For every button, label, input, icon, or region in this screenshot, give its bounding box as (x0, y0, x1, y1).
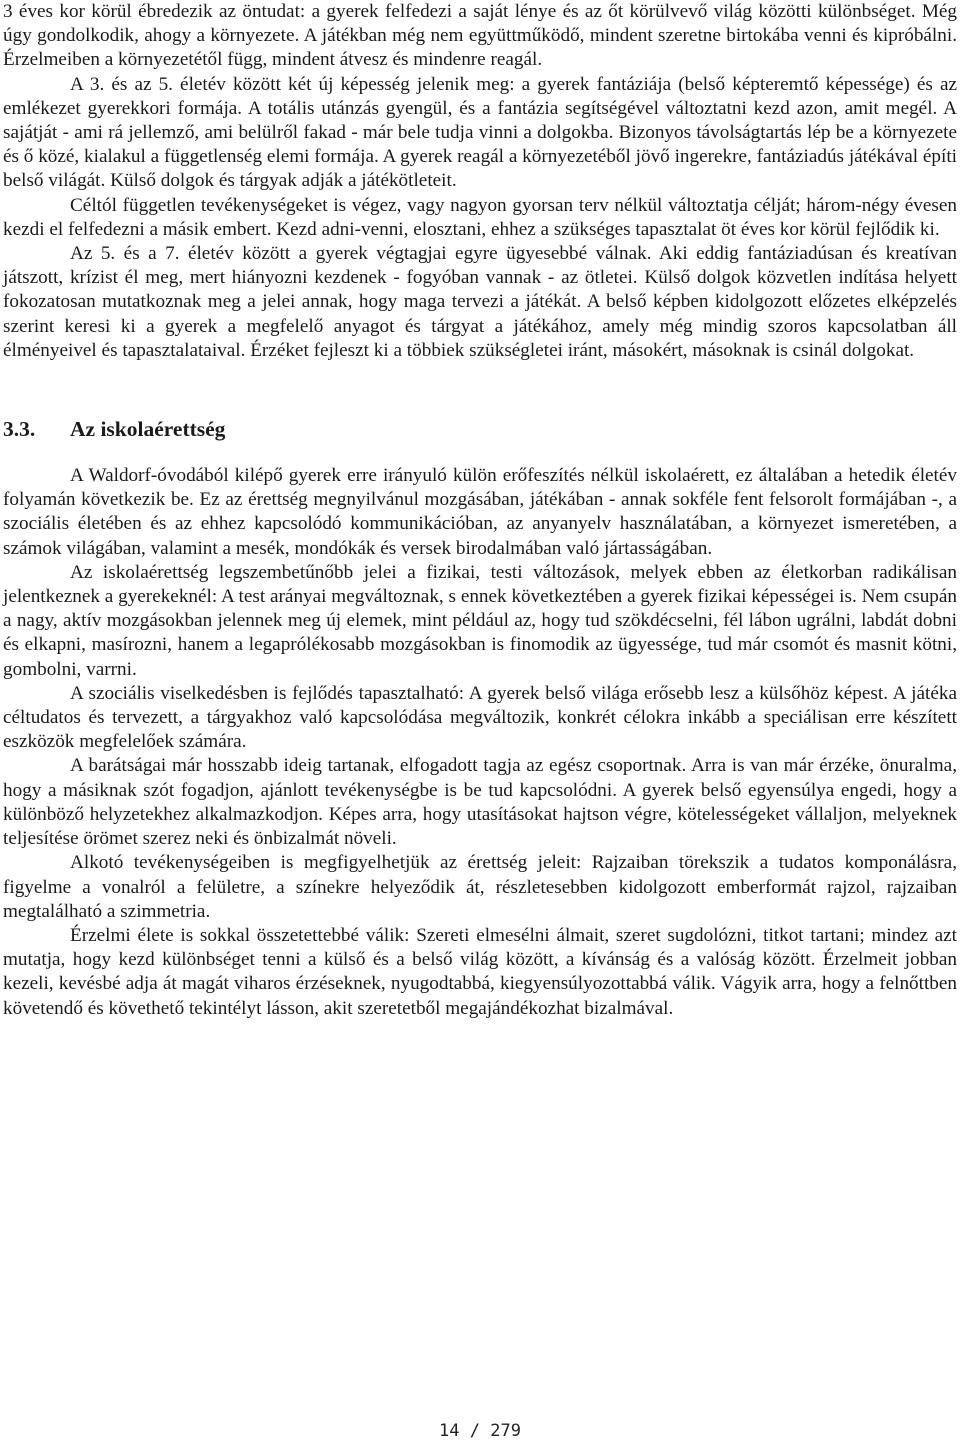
section-title: Az iskolaérettség (70, 416, 226, 441)
paragraph-emotional-life: Érzelmi élete is sokkal összetettebbé válik: Szereti elmesélni álmait, szeret sugdolózni, titkot tartani; mindez azt mutatja, hogy kezd különbséget tenni a külső és a belső világ között, a kívánság és a valóság között. Érzelmeit jobban kezeli, kevésbé adja át magát viharos érzéseknek, nyugodtabbá, kiegyensúlyozottabbá válik. Vágyik arra, hogy a felnőttben követendő és követhető tekintélyt lásson, akit szeretetből megajándékozhat bizalmával. (3, 924, 957, 1019)
paragraph-goal-independent-activities: Céltól független tevékenységeket is végez, vagy nagyon gyorsan terv nélkül változtatja célját; három-négy évesen kezdi el felfedezni a másik embert. Kezd adni-venni, elosztani, ehhez a szükséges tapasztalat öt éves kor körül fejlődik ki. (3, 194, 957, 240)
paragraph-creative-activities: Alkotó tevékenységeiben is megfigyelhetjük az érettség jeleit: Rajzaiban törekszik a tudatos komponálásra, figyelme a vonalról a felületre, a színekre helyeződik át, részletesebben kidolgozott emberformát rajzol, rajzaiban megtalálható a szimmetria. (3, 852, 957, 922)
paragraph-friendships: A barátságai már hosszabb ideig tartanak, elfogadott tagja az egész csoportnak. Arra is van már érzéke, önuralma, hogy a másiknak szót fogadjon, ajánlott tevékenységbe is be tud kapcsolódni. A gyerek belső egyensúlya engedi, hogy a különböző helyzetekhez alkalmazkodjon. Képes arra, hogy utasításokat hajtson végre, kötelességeket vállaljon, melyeknek teljesítése örömet szerez neki és önbizalmát növeli. (3, 755, 957, 850)
section-heading (3, 415, 957, 443)
paragraph-age-5-to-7: Az 5. és a 7. életév között a gyerek végtagjai egyre ügyesebbé válnak. Aki eddig fantáziadúsan és kreatívan játszott, krízist él meg, mert hiányozni kezdenek - fogyóban vannak - az ötletei. Külső dolgok közvetlen indítása helyett fokozatosan mutatkoznak meg a jelei annak, hogy maga tervezi a játékát. A belső képben kidolgozott előzetes elképzelés szerint keresi ki a gyerek a megfelelő anyagot és tárgyat a játékához, amely még mindig szoros kapcsolatban áll élményeivel és tapasztalataival. Érzéket fejleszt ki a többiek szükségletei iránt, másokért, másoknak is csinál dolgokat. (3, 243, 957, 361)
section-number: 3.3. (3, 416, 36, 441)
paragraph-age-3: 3 éves kor körül ébredezik az öntudat: a gyerek felfedezi a saját lénye és az őt körülvevő világ közötti különbséget. Még úgy gondolkodik, ahogy a környezete. A játékban még nem együttműködő, mindent szeretne birtokába venni és kipróbálni. Érzelmeiben a környezetétől függ, mindent átvesz és mindenre reagál. (3, 1, 957, 71)
paragraph-age-3-to-5: A 3. és az 5. életév között két új képesség jelenik meg: a gyerek fantáziája (belső képteremtő képessége) és az emlékezet gyerekkori formája. A totális utánzás gyengül, és a fantázia segítségével változtatni kezd azon, amit megél. A sajátját - ami rá jellemző, ami belülről fakad - már bele tudja vinni a dolgokba. Bizonyos távolságtartás lép be a környezete és ő közé, kialakul a függetlenség elemi formája. A gyerek reagál a környezetéből jövő ingerekre, fantáziadús játékával építi belső világát. Külső dolgok és tárgyak adják a játékötleteit. (3, 73, 957, 192)
paragraph-physical-signs: Az iskolaérettség legszembetűnőbb jelei a fizikai, testi változások, melyek ebben az életkorban radikálisan jelentkeznek a gyerekeknél: A test arányai megváltoznak, s ennek következtében a gyerek fizikai képességei is. Nem csupán a nagy, aktív mozgásokban jelennek meg új elemek, mint például az, hogy tud szökdécselni, fél lábon ugrálni, labdát dobni és elkapni, masírozni, hanem a legaprólékosabb mozgásokban is finomodik az ügyessége, tud már csomót és masnit kötni, gombolni, varrni. (3, 561, 957, 680)
page-indicator: 14 / 279 (439, 1421, 521, 1441)
document-page (3, 0, 957, 1021)
paragraph-waldorf-school-readiness: A Waldorf-óvodából kilépő gyerek erre irányuló külön erőfeszítés nélkül iskolaérett, ez általában a hetedik életév folyamán következik be. Ez az érettség megnyilvánul mozgásában, játékában - annak sokféle fent felsorolt formájában -, a szociális életében és az ehhez kapcsolódó kommunikációban, az anyanyelv használatában, a környezet ismeretében, a számok világában, valamint a mesék, mondókák és versek birodalmában való jártasságában. (3, 465, 957, 559)
paragraph-social-behaviour: A szociális viselkedésben is fejlődés tapasztalható: A gyerek belső világa erősebb lesz a külsőhöz képest. A játéka céltudatos és tervezett, a tárgyakhoz való kapcsolódása megváltozik, konkrét célokra inkább a speciálisan erre készített eszközök megfelelőek számára. (3, 682, 957, 753)
